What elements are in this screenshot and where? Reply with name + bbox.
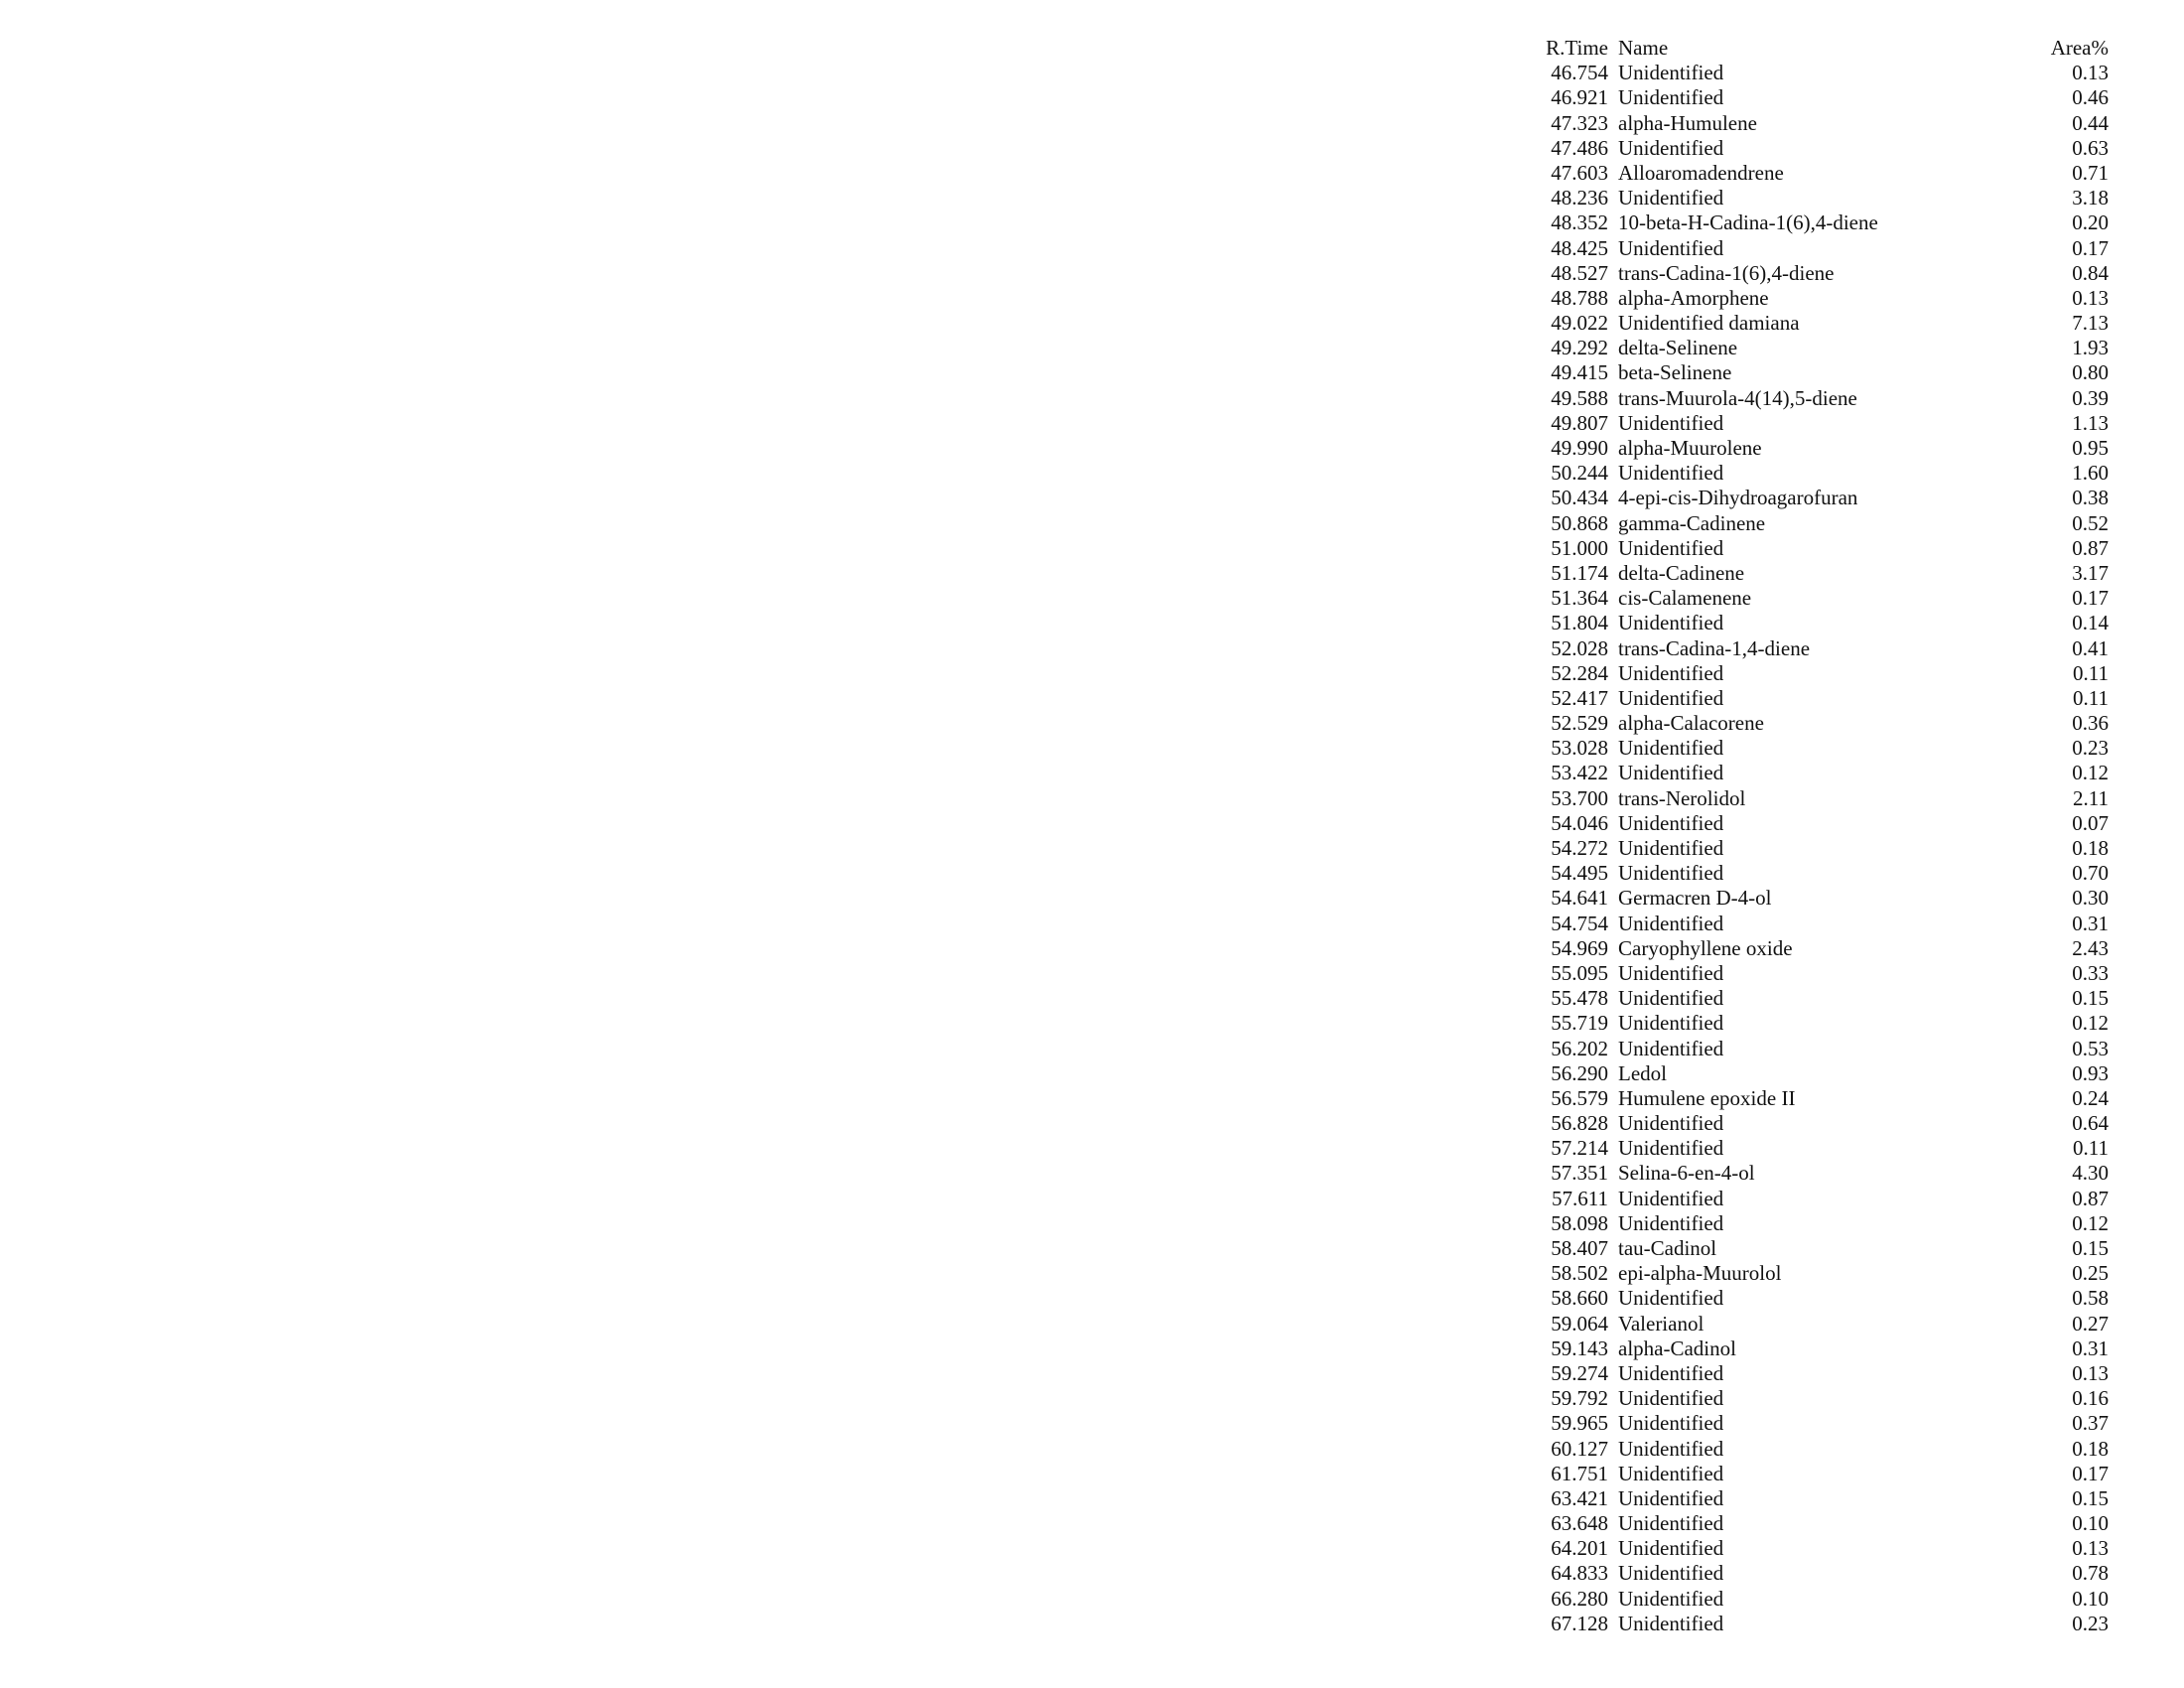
- cell-rtime: 60.127: [1551, 1436, 1608, 1461]
- cell-area: 0.31: [2072, 1336, 2109, 1360]
- cell-area: 0.18: [2072, 1436, 2109, 1461]
- cell-name: Unidentified: [1618, 1436, 1724, 1461]
- cell-rtime: 48.425: [1551, 235, 1608, 260]
- cell-area: 0.13: [2072, 61, 2109, 85]
- table-row: [1537, 1261, 2109, 1286]
- table-row: [1537, 711, 2109, 736]
- cell-rtime: 55.478: [1551, 986, 1608, 1011]
- table-row: [1537, 1161, 2109, 1186]
- cell-name: Unidentified: [1618, 1561, 1724, 1586]
- table-row: [1537, 1236, 2109, 1261]
- cell-rtime: 58.502: [1551, 1261, 1608, 1286]
- table-row: [1537, 1587, 2109, 1612]
- cell-area: 0.14: [2072, 611, 2109, 635]
- cell-rtime: 56.579: [1551, 1085, 1608, 1110]
- cell-area: 0.23: [2072, 1611, 2109, 1635]
- cell-name: Ledol: [1618, 1060, 1667, 1085]
- table-row: [1537, 161, 2109, 186]
- header-area: Area%: [2050, 36, 2109, 60]
- cell-rtime: 52.028: [1551, 635, 1608, 660]
- cell-rtime: 51.000: [1551, 535, 1608, 560]
- header-rtime: R.Time: [1546, 36, 1608, 60]
- table-row: [1537, 661, 2109, 686]
- cell-area: 0.38: [2072, 486, 2109, 510]
- table-row: [1537, 1462, 2109, 1486]
- cell-name: Germacren D-4-ol: [1618, 886, 1772, 911]
- cell-name: Unidentified: [1618, 1360, 1724, 1385]
- cell-name: Unidentified: [1618, 836, 1724, 860]
- table-row: [1537, 861, 2109, 886]
- cell-area: 0.13: [2072, 1536, 2109, 1561]
- table-row: [1537, 1187, 2109, 1211]
- cell-rtime: 49.588: [1551, 385, 1608, 410]
- header-name: Name: [1618, 36, 1669, 60]
- cell-area: 0.63: [2072, 135, 2109, 160]
- cell-rtime: 46.754: [1551, 61, 1608, 85]
- cell-area: 0.70: [2072, 861, 2109, 886]
- cell-name: Unidentified: [1618, 861, 1724, 886]
- cell-area: 0.11: [2073, 660, 2109, 685]
- table-row: [1537, 360, 2109, 385]
- cell-rtime: 48.788: [1551, 285, 1608, 310]
- cell-rtime: 57.351: [1551, 1161, 1608, 1186]
- table-row: [1537, 686, 2109, 711]
- cell-rtime: 63.648: [1551, 1511, 1608, 1536]
- cell-name: Unidentified: [1618, 1536, 1724, 1561]
- table-row: [1537, 136, 2109, 161]
- cell-area: 2.43: [2072, 935, 2109, 960]
- table-row: [1537, 636, 2109, 661]
- table-row: [1537, 311, 2109, 336]
- table-row: [1537, 561, 2109, 586]
- cell-area: 0.12: [2072, 761, 2109, 785]
- cell-name: tau-Cadinol: [1618, 1236, 1717, 1260]
- table-body: [1537, 61, 2109, 1636]
- cell-rtime: 52.284: [1551, 660, 1608, 685]
- cell-name: Unidentified: [1618, 61, 1724, 85]
- cell-name: Unidentified: [1618, 1111, 1724, 1136]
- cell-name: Unidentified: [1618, 1136, 1724, 1161]
- cell-rtime: 56.828: [1551, 1111, 1608, 1136]
- cell-area: 0.17: [2072, 586, 2109, 611]
- cell-rtime: 59.064: [1551, 1311, 1608, 1336]
- cell-name: Unidentified: [1618, 736, 1724, 761]
- cell-area: 0.58: [2072, 1286, 2109, 1311]
- table-row: [1537, 111, 2109, 136]
- cell-rtime: 55.095: [1551, 960, 1608, 985]
- cell-name: 10-beta-H-Cadina-1(6),4-diene: [1618, 211, 1878, 235]
- table-row: [1537, 186, 2109, 211]
- cell-rtime: 59.143: [1551, 1336, 1608, 1360]
- cell-name: trans-Nerolidol: [1618, 785, 1746, 810]
- cell-name: delta-Cadinene: [1618, 560, 1745, 585]
- cell-rtime: 64.201: [1551, 1536, 1608, 1561]
- cell-rtime: 54.495: [1551, 861, 1608, 886]
- cell-rtime: 66.280: [1551, 1586, 1608, 1611]
- cell-name: trans-Cadina-1,4-diene: [1618, 635, 1811, 660]
- cell-rtime: 58.660: [1551, 1286, 1608, 1311]
- cell-area: 0.10: [2072, 1511, 2109, 1536]
- table-row: [1537, 1111, 2109, 1136]
- cell-rtime: 49.990: [1551, 436, 1608, 460]
- table-row: [1537, 761, 2109, 785]
- cell-rtime: 47.486: [1551, 135, 1608, 160]
- table-row: [1537, 1136, 2109, 1161]
- cell-area: 1.93: [2072, 336, 2109, 360]
- table-row: [1537, 1511, 2109, 1536]
- table-row: [1537, 1411, 2109, 1436]
- cell-name: Unidentified: [1618, 986, 1724, 1011]
- cell-rtime: 56.290: [1551, 1060, 1608, 1085]
- cell-rtime: 46.921: [1551, 85, 1608, 110]
- table-row: [1537, 286, 2109, 311]
- cell-rtime: 51.804: [1551, 611, 1608, 635]
- table-row: [1537, 736, 2109, 761]
- cell-rtime: 47.323: [1551, 110, 1608, 135]
- cell-name: Unidentified: [1618, 1411, 1724, 1436]
- cell-area: 0.11: [2073, 685, 2109, 710]
- cell-name: Unidentified: [1618, 1011, 1724, 1036]
- cell-area: 0.07: [2072, 810, 2109, 835]
- table-row: [1537, 486, 2109, 510]
- cell-area: 0.18: [2072, 836, 2109, 860]
- cell-area: 0.78: [2072, 1561, 2109, 1586]
- peak-table: [1537, 36, 2109, 1636]
- cell-name: Caryophyllene oxide: [1618, 935, 1793, 960]
- cell-area: 0.15: [2072, 1485, 2109, 1510]
- table-row: [1537, 211, 2109, 235]
- table-row: [1537, 961, 2109, 986]
- cell-rtime: 54.046: [1551, 810, 1608, 835]
- cell-name: alpha-Amorphene: [1618, 285, 1769, 310]
- table-row: [1537, 511, 2109, 536]
- cell-area: 0.46: [2072, 85, 2109, 110]
- cell-rtime: 49.807: [1551, 410, 1608, 435]
- cell-rtime: 52.529: [1551, 711, 1608, 736]
- cell-name: Unidentified: [1618, 1186, 1724, 1210]
- table-row: [1537, 386, 2109, 411]
- cell-area: 0.36: [2072, 711, 2109, 736]
- cell-name: Alloaromadendrene: [1618, 160, 1784, 185]
- cell-area: 0.17: [2072, 1461, 2109, 1485]
- cell-area: 0.15: [2072, 986, 2109, 1011]
- cell-area: 0.41: [2072, 635, 2109, 660]
- cell-name: Unidentified: [1618, 960, 1724, 985]
- table-row: [1537, 786, 2109, 811]
- cell-area: 1.60: [2072, 461, 2109, 486]
- cell-area: 0.64: [2072, 1111, 2109, 1136]
- cell-name: Unidentified: [1618, 761, 1724, 785]
- table-row: [1537, 611, 2109, 635]
- cell-rtime: 56.202: [1551, 1036, 1608, 1060]
- cell-area: 0.30: [2072, 886, 2109, 911]
- cell-rtime: 49.415: [1551, 360, 1608, 385]
- cell-name: epi-alpha-Muurolol: [1618, 1261, 1782, 1286]
- cell-rtime: 53.422: [1551, 761, 1608, 785]
- cell-area: 0.10: [2072, 1586, 2109, 1611]
- table-row: [1537, 886, 2109, 911]
- cell-name: Unidentified damiana: [1618, 311, 1800, 336]
- cell-rtime: 50.244: [1551, 461, 1608, 486]
- table-row: [1537, 936, 2109, 961]
- cell-name: Unidentified: [1618, 85, 1724, 110]
- table-row: [1537, 536, 2109, 561]
- cell-name: Unidentified: [1618, 1485, 1724, 1510]
- cell-name: Unidentified: [1618, 135, 1724, 160]
- cell-area: 1.13: [2072, 410, 2109, 435]
- cell-rtime: 59.965: [1551, 1411, 1608, 1436]
- cell-name: Unidentified: [1618, 186, 1724, 211]
- table-row: [1537, 1211, 2109, 1236]
- cell-area: 0.87: [2072, 1186, 2109, 1210]
- cell-rtime: 52.417: [1551, 685, 1608, 710]
- table-row: [1537, 1437, 2109, 1462]
- cell-name: Unidentified: [1618, 1511, 1724, 1536]
- cell-name: alpha-Calacorene: [1618, 711, 1764, 736]
- cell-rtime: 48.352: [1551, 211, 1608, 235]
- cell-name: Unidentified: [1618, 810, 1724, 835]
- cell-rtime: 49.292: [1551, 336, 1608, 360]
- cell-area: 0.44: [2072, 110, 2109, 135]
- cell-area: 7.13: [2072, 311, 2109, 336]
- cell-name: alpha-Cadinol: [1618, 1336, 1736, 1360]
- cell-name: Unidentified: [1618, 235, 1724, 260]
- cell-name: alpha-Muurolene: [1618, 436, 1762, 460]
- table-row: [1537, 1612, 2109, 1636]
- cell-name: Unidentified: [1618, 1586, 1724, 1611]
- cell-area: 0.12: [2072, 1011, 2109, 1036]
- cell-rtime: 47.603: [1551, 160, 1608, 185]
- cell-rtime: 58.098: [1551, 1210, 1608, 1235]
- cell-area: 0.17: [2072, 235, 2109, 260]
- cell-area: 0.80: [2072, 360, 2109, 385]
- cell-rtime: 53.700: [1551, 785, 1608, 810]
- cell-name: 4-epi-cis-Dihydroagarofuran: [1618, 486, 1858, 510]
- cell-rtime: 53.028: [1551, 736, 1608, 761]
- cell-rtime: 63.421: [1551, 1485, 1608, 1510]
- cell-name: Unidentified: [1618, 1036, 1724, 1060]
- cell-name: gamma-Cadinene: [1618, 510, 1766, 535]
- cell-rtime: 57.214: [1551, 1136, 1608, 1161]
- table-row: [1537, 61, 2109, 85]
- cell-rtime: 54.969: [1551, 935, 1608, 960]
- cell-area: 0.13: [2072, 1360, 2109, 1385]
- cell-name: alpha-Humulene: [1618, 110, 1757, 135]
- table-row: [1537, 1561, 2109, 1586]
- table-row: [1537, 1312, 2109, 1336]
- cell-area: 2.11: [2073, 785, 2109, 810]
- cell-rtime: 58.407: [1551, 1236, 1608, 1260]
- cell-rtime: 57.611: [1552, 1186, 1608, 1210]
- cell-area: 0.15: [2072, 1236, 2109, 1260]
- cell-area: 0.25: [2072, 1261, 2109, 1286]
- cell-rtime: 59.792: [1551, 1386, 1608, 1411]
- cell-name: beta-Selinene: [1618, 360, 1732, 385]
- cell-rtime: 48.236: [1551, 186, 1608, 211]
- table-row: [1537, 836, 2109, 861]
- cell-name: Unidentified: [1618, 685, 1724, 710]
- cell-name: Unidentified: [1618, 461, 1724, 486]
- table-row: [1537, 1086, 2109, 1111]
- table-row: [1537, 1011, 2109, 1036]
- table-row: [1537, 811, 2109, 836]
- cell-area: 0.12: [2072, 1210, 2109, 1235]
- cell-rtime: 50.434: [1551, 486, 1608, 510]
- cell-rtime: 61.751: [1551, 1461, 1608, 1485]
- cell-rtime: 50.868: [1551, 510, 1608, 535]
- cell-area: 0.16: [2072, 1386, 2109, 1411]
- cell-rtime: 59.274: [1551, 1360, 1608, 1385]
- cell-area: 0.11: [2073, 1136, 2109, 1161]
- cell-name: Unidentified: [1618, 1461, 1724, 1485]
- cell-rtime: 51.174: [1551, 560, 1608, 585]
- table-row: [1537, 586, 2109, 611]
- cell-name: Unidentified: [1618, 1611, 1724, 1635]
- table-row: [1537, 1336, 2109, 1361]
- cell-area: 3.18: [2072, 186, 2109, 211]
- cell-rtime: 54.641: [1551, 886, 1608, 911]
- cell-rtime: 54.754: [1551, 911, 1608, 935]
- cell-name: cis-Calamenene: [1618, 586, 1752, 611]
- table-row: [1537, 1486, 2109, 1511]
- table-row: [1537, 236, 2109, 261]
- table-row: [1537, 336, 2109, 360]
- cell-area: 0.53: [2072, 1036, 2109, 1060]
- table-row: [1537, 1536, 2109, 1561]
- cell-rtime: 51.364: [1551, 586, 1608, 611]
- cell-rtime: 49.022: [1551, 311, 1608, 336]
- cell-name: Selina-6-en-4-ol: [1618, 1161, 1755, 1186]
- cell-area: 0.20: [2072, 211, 2109, 235]
- cell-name: Unidentified: [1618, 535, 1724, 560]
- cell-area: 4.30: [2072, 1161, 2109, 1186]
- table-row: [1537, 411, 2109, 436]
- table-row: [1537, 912, 2109, 936]
- cell-area: 0.39: [2072, 385, 2109, 410]
- cell-name: Unidentified: [1618, 1386, 1724, 1411]
- cell-name: Unidentified: [1618, 1286, 1724, 1311]
- table-row: [1537, 1037, 2109, 1061]
- cell-name: Unidentified: [1618, 1210, 1724, 1235]
- cell-name: trans-Cadina-1(6),4-diene: [1618, 260, 1835, 285]
- cell-name: Humulene epoxide II: [1618, 1085, 1796, 1110]
- table-header-row: [1537, 36, 2109, 61]
- table-row: [1537, 1361, 2109, 1386]
- cell-area: 0.31: [2072, 911, 2109, 935]
- cell-name: Unidentified: [1618, 911, 1724, 935]
- table-row: [1537, 1061, 2109, 1086]
- cell-area: 0.84: [2072, 260, 2109, 285]
- cell-rtime: 48.527: [1551, 260, 1608, 285]
- cell-rtime: 67.128: [1551, 1611, 1608, 1635]
- cell-area: 0.13: [2072, 285, 2109, 310]
- cell-area: 0.24: [2072, 1085, 2109, 1110]
- table-row: [1537, 461, 2109, 486]
- cell-area: 0.52: [2072, 510, 2109, 535]
- cell-name: Unidentified: [1618, 611, 1724, 635]
- cell-area: 0.33: [2072, 960, 2109, 985]
- cell-area: 3.17: [2072, 560, 2109, 585]
- table-row: [1537, 1386, 2109, 1411]
- cell-area: 0.87: [2072, 535, 2109, 560]
- cell-name: trans-Muurola-4(14),5-diene: [1618, 385, 1857, 410]
- cell-name: Unidentified: [1618, 410, 1724, 435]
- cell-area: 0.71: [2072, 160, 2109, 185]
- cell-name: Valerianol: [1618, 1311, 1705, 1336]
- cell-area: 0.95: [2072, 436, 2109, 460]
- table-row: [1537, 1286, 2109, 1311]
- cell-name: Unidentified: [1618, 660, 1724, 685]
- cell-rtime: 55.719: [1551, 1011, 1608, 1036]
- cell-area: 0.37: [2072, 1411, 2109, 1436]
- table-row: [1537, 436, 2109, 461]
- cell-area: 0.27: [2072, 1311, 2109, 1336]
- cell-rtime: 54.272: [1551, 836, 1608, 860]
- cell-rtime: 64.833: [1551, 1561, 1608, 1586]
- table-row: [1537, 85, 2109, 110]
- table-row: [1537, 261, 2109, 286]
- cell-area: 0.23: [2072, 736, 2109, 761]
- cell-area: 0.93: [2072, 1060, 2109, 1085]
- cell-name: delta-Selinene: [1618, 336, 1738, 360]
- table-row: [1537, 986, 2109, 1011]
